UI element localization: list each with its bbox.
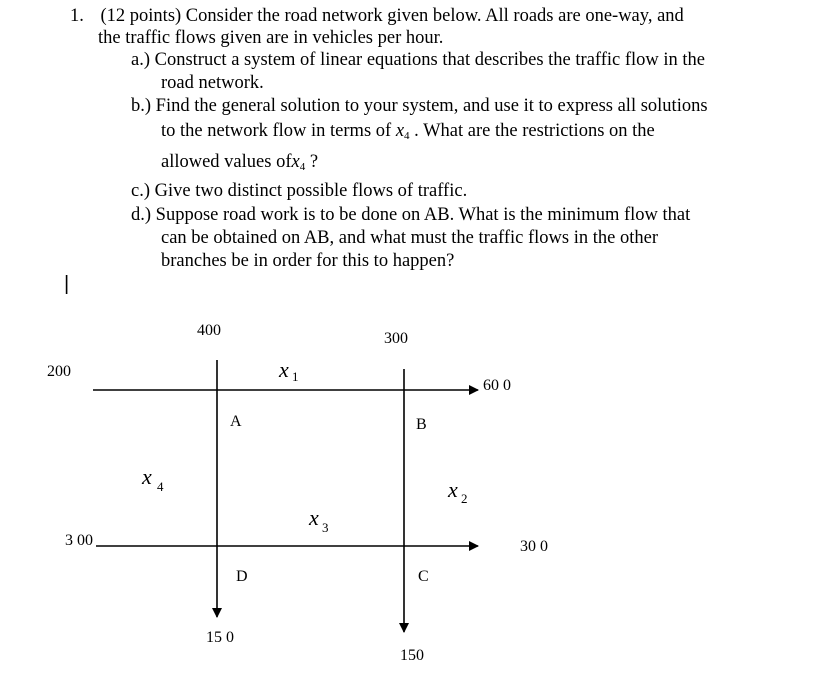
node-c: C: [418, 568, 429, 585]
variable-x2-sub: 2: [461, 491, 468, 506]
part-d-text: Suppose road work is to be done on AB. What is the minimum flow that: [155, 205, 691, 225]
part-b-label: b.): [131, 96, 152, 116]
variable-x4: [141, 464, 164, 494]
variable-x3-sub: 3: [322, 520, 329, 535]
part-d-label: d.): [131, 205, 152, 225]
variable-x2-name: x: [448, 477, 458, 502]
text-cursor-mark: |: [64, 273, 70, 295]
part-d-text-3: branches be in order for this to happen?: [161, 251, 455, 271]
x4-inline: $x_4$: [395, 121, 410, 142]
flow-top-left: 400: [197, 322, 221, 339]
variable-x1-sub: 1: [292, 369, 299, 384]
part-b-text-3-post: ?: [305, 152, 319, 172]
problem-intro-2: the traffic flows given are in vehicles per hour.: [98, 28, 444, 48]
node-a: A: [230, 413, 242, 430]
flow-right-bottom: 30 0: [520, 538, 548, 555]
flow-bottom-left: 15 0: [206, 629, 234, 646]
part-d-text-2: can be obtained on AB, and what must the traffic flows in the other: [161, 228, 658, 248]
node-b: B: [416, 416, 427, 433]
part-c-text: Give two distinct possible flows of traffic.: [154, 181, 468, 201]
variable-x1-name: x: [279, 357, 289, 382]
node-d: D: [236, 568, 248, 585]
flow-left-bottom: 3 00: [65, 532, 93, 549]
part-a-label: a.): [131, 50, 150, 70]
flow-bottom-right: 150: [400, 647, 424, 664]
part-a-text-2: road network.: [161, 73, 264, 93]
part-b-text-2-pre: to the network flow in terms of: [161, 121, 392, 141]
variable-x4-name: x: [142, 464, 152, 489]
problem-intro: (12 points) Consider the road network given below. All roads are one-way, and: [100, 6, 684, 26]
x4-inline-2: $x_4$: [291, 152, 306, 173]
flow-right-top: 60 0: [483, 377, 511, 394]
flow-left-top: 200: [47, 363, 71, 380]
variable-x1: [278, 357, 299, 384]
part-a-text: Construct a system of linear equations that describes the traffic flow in the: [154, 50, 706, 70]
part-b-text-3-pre: allowed values of: [161, 152, 292, 172]
variable-x3: [308, 505, 329, 535]
part-b-text-2-post: . What are the restrictions on the: [414, 121, 655, 141]
part-b-text: Find the general solution to your system, and use it to express all solutions: [155, 96, 708, 116]
variable-x4-sub: 4: [157, 479, 164, 494]
part-c-label: c.): [131, 181, 150, 201]
problem-number: 1.: [70, 6, 84, 26]
variable-x2: [447, 477, 468, 506]
flow-top-right: 300: [384, 330, 408, 347]
variable-x3-name: x: [309, 505, 319, 530]
